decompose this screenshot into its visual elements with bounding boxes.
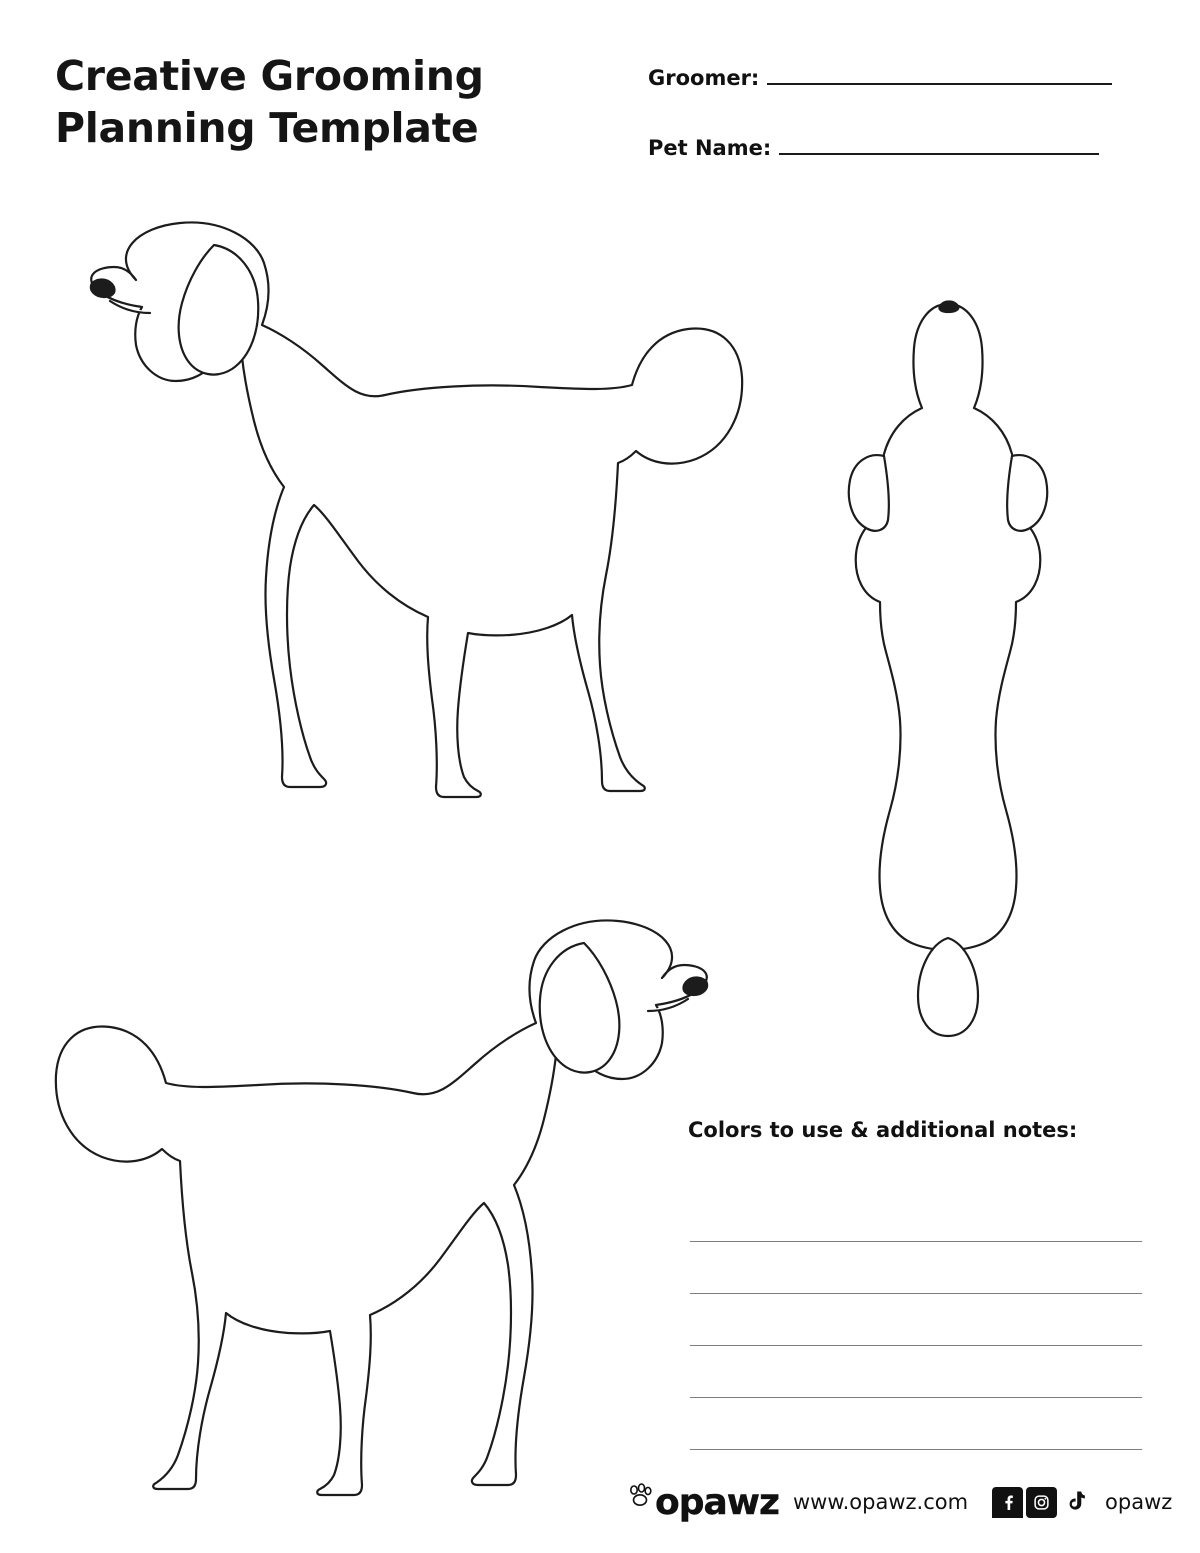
- poodle-top-nose: [939, 302, 958, 313]
- note-line[interactable]: [690, 1242, 1142, 1294]
- website-url[interactable]: www.opawz.com: [793, 1490, 969, 1514]
- title-line-2: Planning Template: [55, 104, 479, 153]
- tiktok-icon[interactable]: [1060, 1487, 1091, 1518]
- notes-lines-group: [690, 1190, 1142, 1450]
- note-line[interactable]: [690, 1294, 1142, 1346]
- poodle-top-right-ear: [1007, 455, 1047, 531]
- instagram-icon[interactable]: [1026, 1487, 1057, 1518]
- poodle-top-view-illustration: [830, 290, 1070, 1050]
- poodle-side-view-left-illustration: [40, 205, 760, 825]
- groomer-input-line[interactable]: [767, 82, 1112, 85]
- footer: [625, 1472, 1173, 1532]
- facebook-icon[interactable]: [992, 1487, 1023, 1518]
- poodle-nose: [91, 280, 115, 297]
- social-handle: opawz: [1105, 1490, 1173, 1514]
- paw-icon: [627, 1482, 653, 1512]
- opawz-logo: [625, 1476, 780, 1528]
- pet-name-label: Pet Name:: [648, 136, 772, 160]
- page-title: [55, 50, 615, 155]
- notes-heading: Colors to use & additional notes:: [688, 1118, 1078, 1142]
- groomer-label: Groomer:: [648, 66, 760, 90]
- title-line-1: Creative Grooming: [55, 52, 484, 100]
- opawz-wordmark: opawz: [655, 1481, 780, 1523]
- poodle-nose-right: [683, 978, 707, 995]
- groomer-field-row: [648, 66, 1112, 90]
- poodle-side-view-right-illustration: [38, 860, 758, 1500]
- pet-name-input-line[interactable]: [779, 152, 1099, 155]
- social-icons-group: [992, 1487, 1091, 1518]
- note-line[interactable]: [690, 1190, 1142, 1242]
- poodle-top-tail: [918, 938, 978, 1036]
- poodle-top-left-ear: [849, 455, 889, 531]
- pet-name-field-row: [648, 136, 1099, 160]
- poodle-top-body-outline: [856, 304, 1041, 950]
- note-line[interactable]: [690, 1346, 1142, 1398]
- note-line[interactable]: [690, 1398, 1142, 1450]
